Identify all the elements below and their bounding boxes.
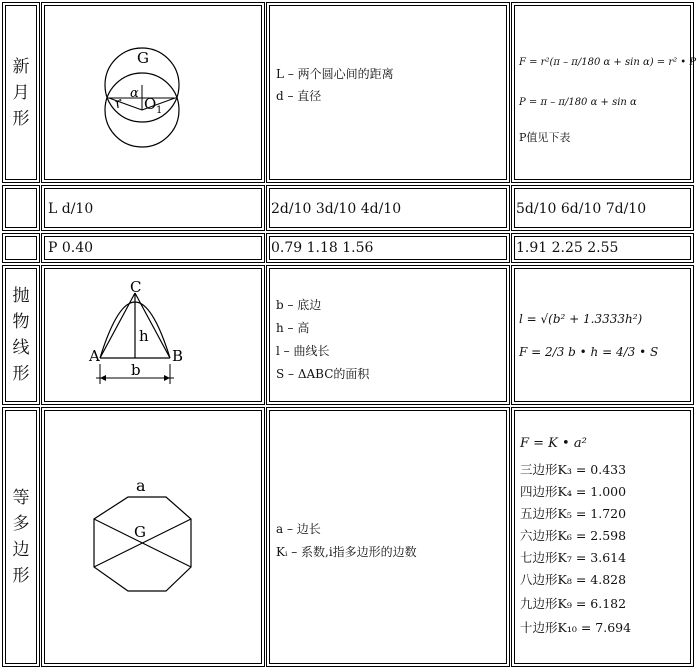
row-label-empty <box>2 185 40 231</box>
label-c: C <box>130 278 142 296</box>
l-row-text: L d/10 <box>48 201 94 217</box>
k-value: 十边形K₁₀ = 7.694 <box>520 620 632 635</box>
parabola-figure-cell <box>41 265 265 405</box>
crescent-defs-cell <box>266 2 510 183</box>
label-char: 线 <box>12 338 30 358</box>
p-row-text: 0.79 1.18 1.56 <box>271 240 374 256</box>
label-char: 形 <box>12 364 30 384</box>
def-a: a – 边长 <box>276 522 321 536</box>
l-row-text: 2d/10 3d/10 4d/10 <box>271 201 402 217</box>
label-g: G <box>134 523 146 541</box>
label-g: G <box>137 49 149 67</box>
label-char: 抛 <box>12 286 30 306</box>
label-char: 月 <box>12 82 30 103</box>
k-value: 五边形K₅ = 1.720 <box>520 506 627 521</box>
l-row-cell-2 <box>266 185 510 231</box>
polygon-figure-cell <box>41 407 265 667</box>
p-row-cell-1 <box>41 233 265 263</box>
formula-f: F = K • a² <box>520 436 587 451</box>
label-char: 等 <box>12 488 30 508</box>
label-char: 新 <box>12 56 30 77</box>
l-row-text: 5d/10 6d/10 7d/10 <box>516 201 647 217</box>
formula-note: P值见下表 <box>519 131 571 144</box>
octagon-shape <box>94 497 191 591</box>
polygon-formula-cell <box>511 407 694 667</box>
parabola-diagram <box>42 266 266 406</box>
def-s: S – ΔABC的面积 <box>276 367 370 381</box>
formula-f: F = r²(π – π/180 α + sin α) = r² • P <box>519 57 697 68</box>
label-char: 边 <box>12 540 30 560</box>
parabola-defs-cell <box>266 265 510 405</box>
crescent-diagram <box>42 3 266 184</box>
def-l: L – 两个圆心间的距离 <box>276 67 394 81</box>
row-label-polygon <box>2 407 40 667</box>
crescent-figure-cell <box>41 2 265 183</box>
row-label-parabola <box>2 265 40 405</box>
label-alpha: α <box>130 86 139 101</box>
k-value: 四边形K₄ = 1.000 <box>520 484 627 499</box>
p-row-cell-2 <box>266 233 510 263</box>
def-d: d – 直径 <box>276 89 322 103</box>
k-value: 八边形K₈ = 4.828 <box>520 572 627 587</box>
dim-arrow <box>164 375 170 381</box>
def-h: h – 高 <box>276 321 310 335</box>
label-char: 形 <box>12 108 30 129</box>
formula-l: l = √(b² + 1.3333h²) <box>519 312 643 326</box>
formula-f: F = 2/3 b • h = 4/3 • S <box>519 345 659 359</box>
octagon-diagram <box>42 408 266 668</box>
dim-arrow <box>100 375 106 381</box>
label-h: h <box>139 327 149 345</box>
label-b-point: B <box>172 347 184 365</box>
triangle-side <box>100 293 135 358</box>
formula-p: P = π – π/180 α + sin α <box>519 97 637 108</box>
label-a: A <box>89 347 100 365</box>
p-row-text: P 0.40 <box>48 240 94 256</box>
label-char: 多 <box>12 514 30 534</box>
label-b: b <box>131 361 141 379</box>
def-l: l – 曲线长 <box>276 344 330 358</box>
row-label-empty <box>2 233 40 263</box>
label-o1: O <box>144 95 157 113</box>
k-value: 九边形K₉ = 6.182 <box>520 596 627 611</box>
triangle-side <box>135 293 170 358</box>
label-char: 物 <box>12 312 30 332</box>
label-a: a <box>136 476 146 495</box>
p-row-cell-3 <box>511 233 694 263</box>
def-k: Kᵢ – 系数,i指多边形的边数 <box>276 545 417 559</box>
label-char: 形 <box>12 566 30 586</box>
label-r: r <box>112 94 125 113</box>
l-row-cell-3 <box>511 185 694 231</box>
crescent-formula-cell <box>511 2 697 183</box>
p-row-text: 1.91 2.25 2.55 <box>516 240 619 256</box>
def-b: b – 底边 <box>276 298 322 312</box>
polygon-defs-cell <box>266 407 510 667</box>
parabola-formula-cell <box>511 265 694 405</box>
label-o1-sub: 1 <box>156 105 163 116</box>
row-label-crescent <box>2 2 40 183</box>
k-value: 七边形K₇ = 3.614 <box>520 550 627 565</box>
k-value: 三边形K₃ = 0.433 <box>520 462 627 477</box>
l-row-cell-1 <box>41 185 265 231</box>
k-value: 六边形K₆ = 2.598 <box>520 528 627 543</box>
